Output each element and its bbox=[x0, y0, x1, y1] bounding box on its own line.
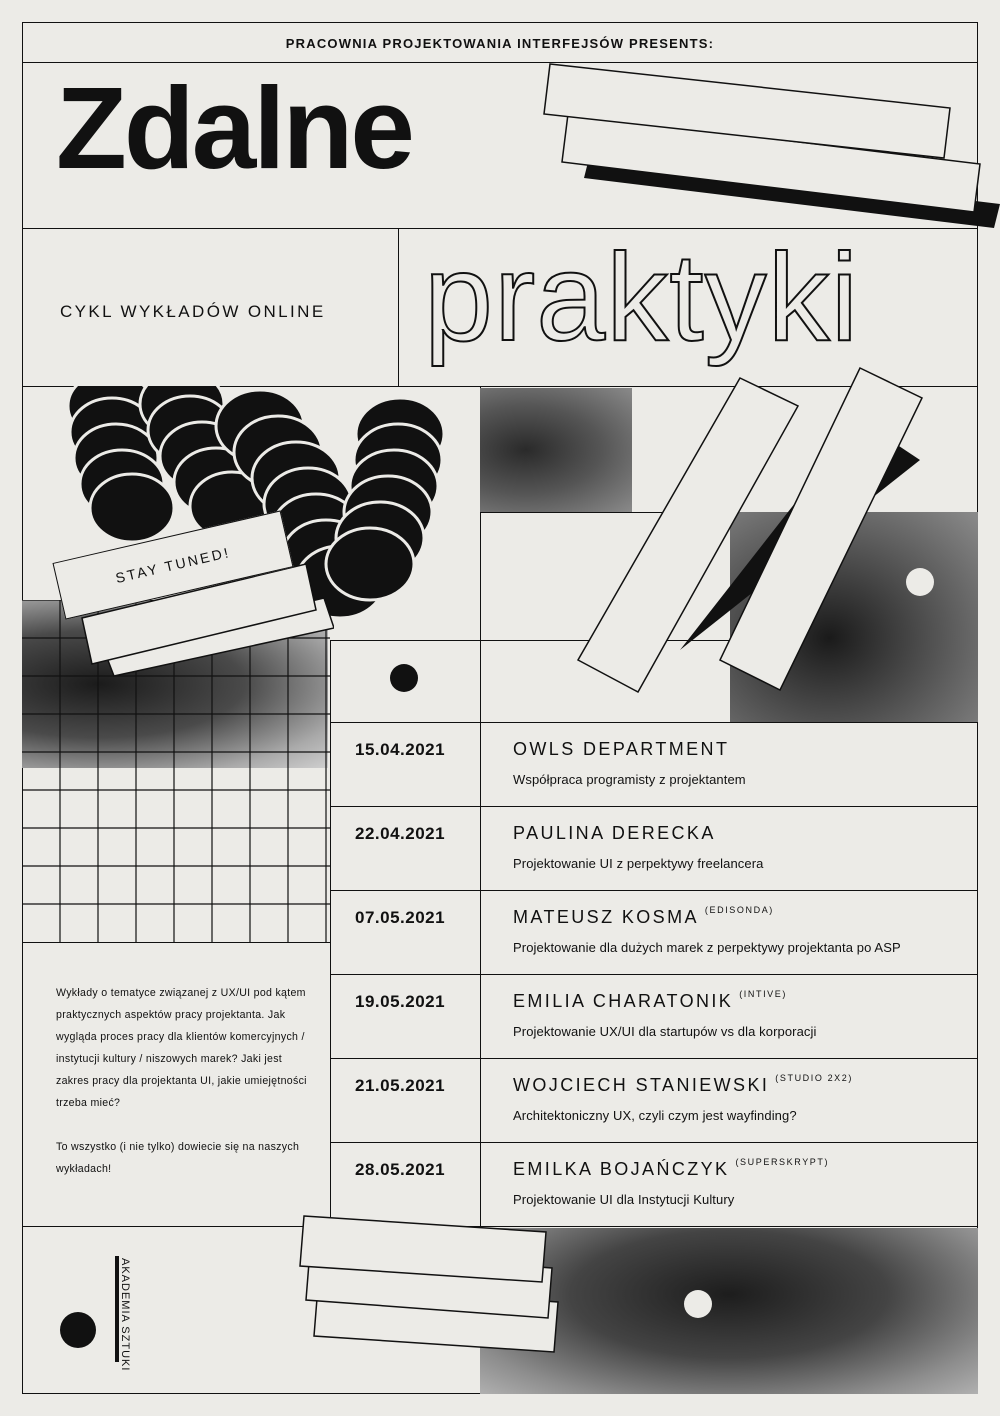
lecture-topic: Projektowanie UX/UI dla startupów vs dla korporacji bbox=[513, 1024, 817, 1039]
dot-decoration bbox=[684, 1290, 712, 1318]
subtitle: CYKL WYKŁADÓW ONLINE bbox=[60, 302, 326, 321]
lecture-topic: Projektowanie UI dla Instytucji Kultury bbox=[513, 1192, 735, 1207]
lecture-date: 28.05.2021 bbox=[355, 1160, 446, 1179]
lecture-topic: Projektowanie UI z perpektywy freelancera bbox=[513, 856, 764, 871]
academy-logo-mark bbox=[56, 1250, 126, 1370]
lecture-topic: Architektoniczny UX, czyli czym jest wayfinding? bbox=[513, 1108, 797, 1123]
divider bbox=[330, 806, 978, 807]
diagonal-bars-decoration bbox=[560, 360, 940, 700]
lecture-speaker: EMILIA CHARATONIK $^{(INTIVE)}$ bbox=[513, 989, 787, 1011]
lecture-date: 07.05.2021 bbox=[355, 908, 446, 927]
dot-decoration bbox=[390, 664, 418, 692]
description bbox=[56, 982, 316, 1202]
academy-logo-text: AKADEMIA SZTUKI bbox=[119, 1258, 131, 1372]
divider bbox=[480, 722, 481, 1226]
lecture-date: 21.05.2021 bbox=[355, 1076, 446, 1095]
title-zdalne: Zdalne bbox=[56, 63, 412, 193]
lecture-speaker: MATEUSZ KOSMA $^{(EDISONDA)}$ bbox=[513, 905, 774, 927]
divider bbox=[398, 228, 399, 386]
description-paragraph: Wykłady o tematyce związanej z UX/UI pod kątem praktycznych aspektów pracy projektanta. Jak wygląda proces pracy dla klientów komercyjnych / instytucji kultury / niszowych marek? Jaki jest zakres pracy dla projektanta UI, jakie umiejętności trzeba mieć? bbox=[56, 987, 307, 1109]
lecture-date: 19.05.2021 bbox=[355, 992, 446, 1011]
stacked-bars-decoration bbox=[530, 56, 1000, 232]
divider bbox=[330, 890, 978, 891]
description-paragraph: To wszystko (i nie tylko) dowiecie się na naszych wykładach! bbox=[56, 1141, 300, 1175]
divider bbox=[330, 974, 978, 975]
divider bbox=[330, 1142, 978, 1143]
divider bbox=[330, 1058, 978, 1059]
stacked-bars-decoration bbox=[296, 1206, 568, 1366]
lecture-speaker: OWLS DEPARTMENT bbox=[513, 739, 730, 759]
divider bbox=[330, 640, 331, 1226]
lecture-topic: Współpraca programisty z projektantem bbox=[513, 772, 746, 787]
lecture-speaker: EMILKA BOJAŃCZYK $^{(SUPERSKRYPT)}$ bbox=[513, 1157, 830, 1179]
lecture-date: 22.04.2021 bbox=[355, 824, 446, 843]
divider bbox=[330, 722, 978, 723]
lecture-topic: Projektowanie dla dużych marek z perpektywy projektanta po ASP bbox=[513, 940, 901, 955]
lecture-date: 15.04.2021 bbox=[355, 740, 446, 759]
presenter-line: PRACOWNIA PROJEKTOWANIA INTERFEJSÓW PRESENTS: bbox=[285, 36, 715, 51]
divider bbox=[22, 942, 330, 943]
title-praktyki: praktyki bbox=[424, 229, 860, 367]
badge-label: STAY TUNED! bbox=[113, 543, 233, 587]
lecture-speaker: PAULINA DERECKA bbox=[513, 823, 716, 843]
lecture-speaker: WOJCIECH STANIEWSKI $^{(STUDIO 2X2)}$ bbox=[513, 1073, 853, 1095]
